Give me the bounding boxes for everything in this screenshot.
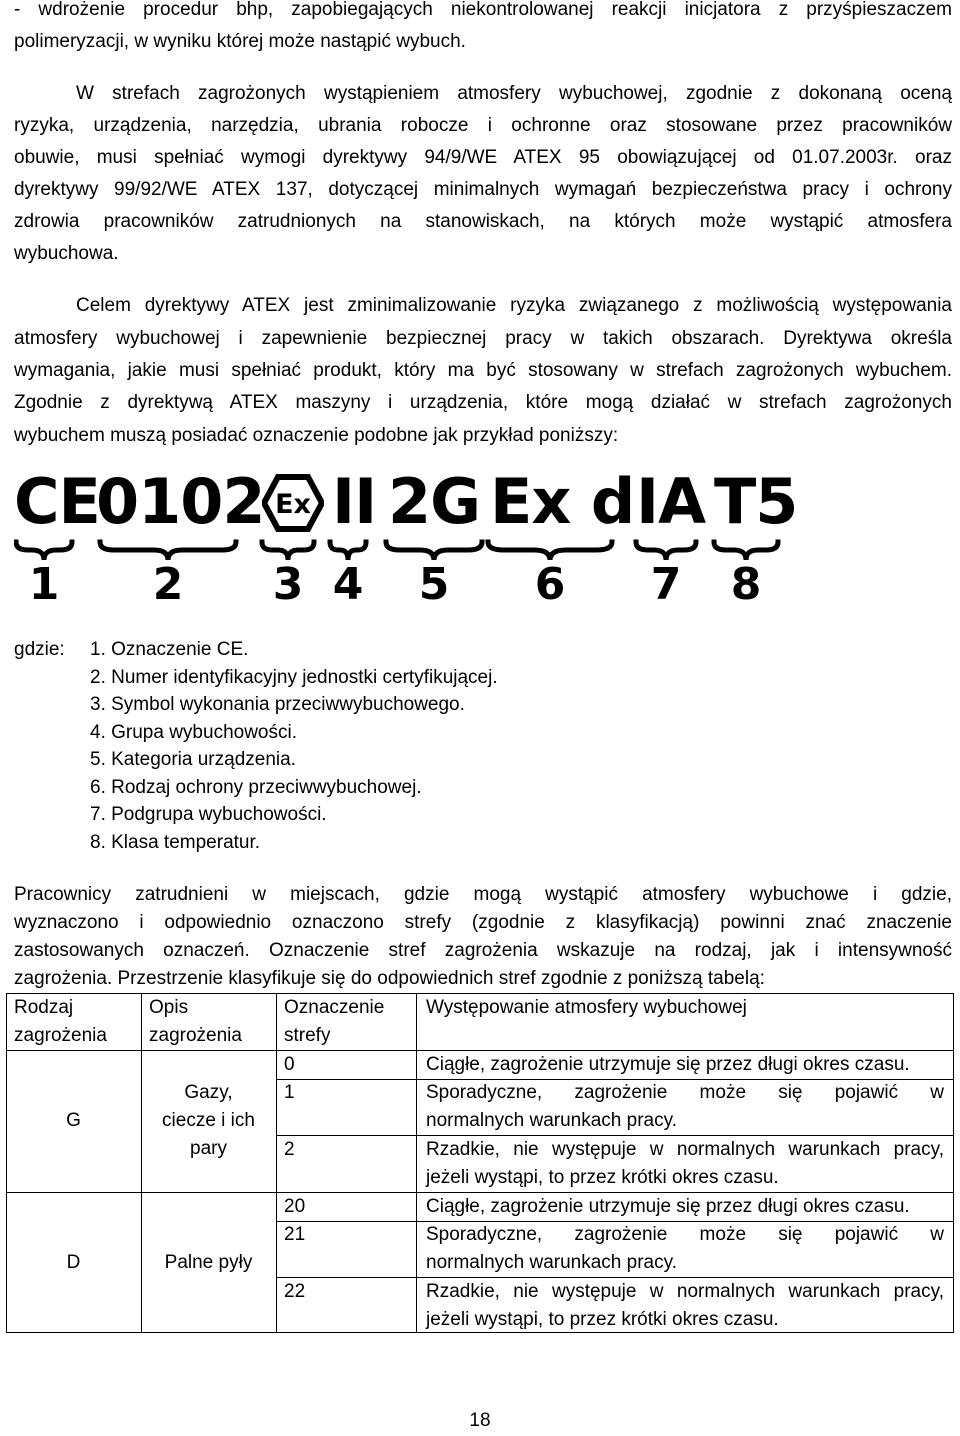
- group-desc: Gazy,: [184, 1082, 233, 1103]
- zone-code: 0: [284, 1054, 295, 1075]
- zone-code: 1: [284, 1082, 295, 1103]
- para-workers-line: wyznaczono i odpowiednio oznaczono strefy (zgodnie z klasyfikacją) powinni znać znaczenie: [14, 912, 952, 933]
- para-goal-line: wymagania, jakie musi spełniać produkt, który ma być stosowany w strefach zagrożonych wybuchem.: [14, 360, 952, 381]
- zone-text: Ciągłe, zagrożenie utrzymuje się przez długi okres czasu.: [426, 1054, 910, 1075]
- zone-code: 22: [284, 1281, 306, 1302]
- header-occurrence: Występowanie atmosfery wybuchowej: [426, 997, 747, 1018]
- list-item: 1. Oznaczenie CE.: [90, 639, 249, 660]
- para-goal-line: wybuchem muszą posiadać oznaczenie podobne jak przykład poniższy:: [14, 425, 619, 446]
- page-number: 18: [469, 1410, 491, 1431]
- zone-text: normalnych warunkach pracy.: [426, 1252, 677, 1273]
- marking-number: 1: [28, 559, 60, 610]
- equipment-category: 2G: [388, 465, 481, 538]
- temperature-class: T5: [714, 465, 798, 538]
- marking-number: 6: [534, 559, 566, 610]
- zone-text: Rzadkie, nie występuje w normalnych warunkach pracy,: [426, 1139, 944, 1160]
- para-workers-line: zastosowanych oznaczeń. Oznaczenie stref zagrożenia wskazuje na rodzaj, jak i intensywność: [14, 940, 952, 961]
- list-item: 3. Symbol wykonania przeciwwybuchowego.: [90, 694, 465, 715]
- para-atex-line: zdrowia pracowników zatrudnionych na stanowiskach, na których może wystąpić atmosfera: [14, 211, 952, 232]
- list-item: 5. Kategoria urządzenia.: [90, 749, 296, 770]
- zone-code: 20: [284, 1196, 306, 1217]
- header-desc-2: zagrożenia: [149, 1025, 242, 1046]
- para-atex-line: ryzyka, urządzenia, narzędzia, ubrania robocze i ochronne oraz stosowane przez pracowników: [14, 115, 952, 136]
- zone-text: jeżeli wystąpi, to przez krótki okres czasu.: [426, 1167, 779, 1188]
- list-item: 6. Rodzaj ochrony przeciwwybuchowej.: [90, 776, 422, 798]
- list-item: 2. Numer identyfikacyjny jednostki certyfikującej.: [90, 666, 498, 688]
- zone-text: Sporadyczne, zagrożenie może się pojawić w: [426, 1224, 944, 1245]
- zone-code: 2: [284, 1139, 295, 1160]
- group-desc: Palne pyły: [164, 1252, 253, 1273]
- group-type: D: [66, 1252, 81, 1273]
- zone-text: Ciągłe, zagrożenie utrzymuje się przez długi okres czasu.: [426, 1196, 910, 1217]
- para-atex-line: dyrektywy 99/92/WE ATEX 137, dotyczącej minimalnych wymagań bezpieczeństwa pracy i ochrony: [14, 179, 952, 200]
- list-item: 4. Grupa wybuchowości.: [90, 721, 297, 743]
- notified-body-number: 0102: [96, 465, 265, 538]
- header-type-2: zagrożenia: [14, 1025, 107, 1046]
- group-desc: pary: [190, 1138, 227, 1159]
- para-goal-line: atmosfery wybuchowej i zapewnienie bezpiecznej pracy w takich obszarach. Dyrektywa określa: [14, 328, 952, 349]
- para-goal-line: Celem dyrektywy ATEX jest zminimalizowanie ryzyka związanego z możliwością występowania: [76, 295, 952, 316]
- para-atex-line: wybuchowa.: [14, 243, 119, 264]
- marking-number: 7: [650, 559, 682, 610]
- header-desc-1: Opis: [149, 997, 189, 1018]
- para-goal-line: Zgodnie z dyrektywą ATEX maszyny i urządzenia, które mogą działać w strefach zagrożonych: [14, 392, 952, 413]
- marking-number: 5: [418, 559, 450, 610]
- ex-hexagon-label: Ex: [275, 489, 311, 520]
- intro-line-1: - wdrożenie procedur bhp, zapobiegających niekontrolowanej reakcji inicjatora z przyśpieszaczem: [14, 0, 952, 20]
- para-workers-line: zagrożenia. Przestrzenie klasyfikuje się do odpowiednich stref zgodnie z poniższą tabelą:: [14, 968, 765, 989]
- zone-text: Rzadkie, nie występuje w normalnych warunkach pracy,: [426, 1281, 944, 1302]
- header-zone-1: Oznaczenie: [284, 997, 385, 1018]
- equipment-group: II: [332, 465, 377, 538]
- zone-text: jeżeli wystąpi, to przez krótki okres czasu.: [426, 1309, 779, 1330]
- para-atex-line: obuwie, musi spełniać wymogi dyrektywy 94/9/WE ATEX 95 obowiązującej od 01.07.2003r. oraz: [14, 147, 952, 168]
- zone-text: Sporadyczne, zagrożenie może się pojawić w: [426, 1082, 944, 1103]
- gas-subgroup: IA: [636, 465, 706, 538]
- atex-marking-figure: [14, 462, 798, 612]
- marking-number: 4: [332, 559, 364, 610]
- marking-number: 8: [730, 559, 762, 610]
- legend-lead: gdzie:: [14, 639, 65, 660]
- group-desc: ciecze i ich: [162, 1110, 255, 1131]
- protection-type: Ex d: [490, 465, 635, 538]
- list-item: 8. Klasa temperatur.: [90, 831, 261, 853]
- marking-number: 2: [152, 559, 184, 610]
- ce-mark: CE: [14, 465, 100, 538]
- zone-code: 21: [284, 1224, 306, 1245]
- header-type-1: Rodzaj: [14, 997, 74, 1018]
- zone-table: [6, 993, 954, 1333]
- zone-text: normalnych warunkach pracy.: [426, 1110, 677, 1131]
- para-workers-line: Pracownicy zatrudnieni w miejscach, gdzie mogą wystąpić atmosfery wybuchowe i gdzie,: [14, 884, 952, 905]
- ex-hexagon-icon: [262, 474, 324, 532]
- header-zone-2: strefy: [284, 1025, 331, 1046]
- intro-line-2: polimeryzacji, w wyniku której może nastąpić wybuch.: [14, 31, 466, 52]
- list-item: 7. Podgrupa wybuchowości.: [90, 804, 327, 825]
- para-atex-line: W strefach zagrożonych wystąpieniem atmosfery wybuchowej, zgodnie z dokonaną oceną: [76, 83, 952, 104]
- group-type: G: [66, 1110, 81, 1131]
- marking-number: 3: [272, 559, 304, 610]
